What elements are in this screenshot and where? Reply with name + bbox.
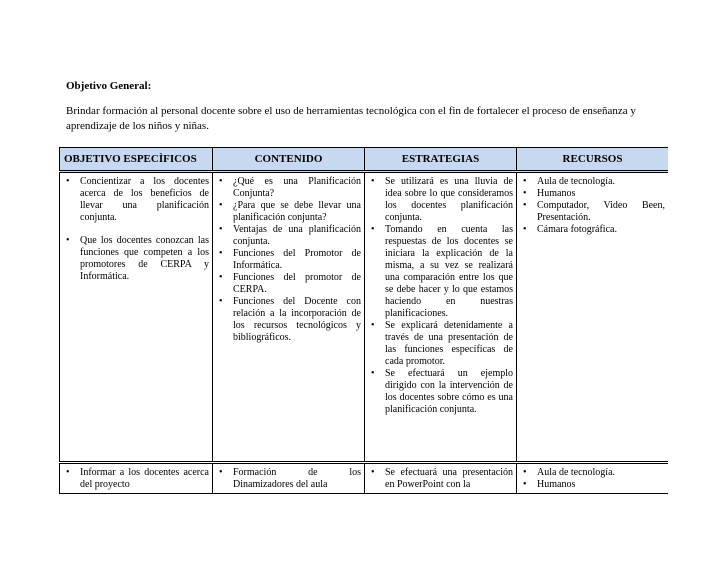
objective-text: Brindar formación al personal docente sobre el uso de herramientas tecnológica con el fin de fortalecer el proceso de enseñanza y aprendizaje de los niños y niñas.	[66, 105, 636, 132]
table-row	[60, 172, 669, 463]
cell-estrategias	[365, 172, 517, 463]
cell-objetivos	[60, 463, 213, 494]
list-item: • Funciones del Promotor de Informática.	[216, 248, 361, 272]
planning-table-container	[59, 147, 668, 563]
list-item: • Se explicará detenidamente a través de una presentación de las funciones específicas de cada promotor.	[368, 320, 513, 368]
list-item: • Concientizar a los docentes acerca de los beneficios de llevar una planificación conjunta.	[63, 176, 209, 224]
list-item: • Humanos	[520, 188, 665, 200]
header-estrategias: ESTRATEGIAS	[365, 148, 517, 172]
list-item: • Aula de tecnología.	[520, 467, 665, 479]
cell-estrategias	[365, 463, 517, 494]
list-item: • Se efectuará una presentación en PowerPoint con la	[368, 467, 513, 491]
cell-objetivos	[60, 172, 213, 463]
list-item: • Se utilizará es una lluvia de idea sobre lo que consideramos los docentes planificación conjunta.	[368, 176, 513, 224]
list-item: • Aula de tecnología.	[520, 176, 665, 188]
list-item: • ¿Qué es una Planificación Conjunta?	[216, 176, 361, 200]
table-row	[60, 463, 669, 494]
list-item: • Computador, Video Been, Presentación.	[520, 200, 665, 224]
planning-table	[59, 147, 668, 494]
header-contenido: CONTENIDO	[213, 148, 365, 172]
list-item: • Cámara fotográfica.	[520, 224, 665, 236]
list-item: • Humanos	[520, 479, 665, 491]
cell-recursos	[517, 172, 669, 463]
list-item: • Ventajas de una planificación conjunta.	[216, 224, 361, 248]
table-header-row	[60, 148, 669, 172]
list-item: • Se efectuará un ejemplo dirigido con la intervención de los docentes sobre cómo es una planificación conjunta.	[368, 368, 513, 416]
cell-contenido	[213, 463, 365, 494]
list-item: • Formación de los Dinamizadores del aula	[216, 467, 361, 491]
list-item: • ¿Para que se debe llevar una planificación conjunta?	[216, 200, 361, 224]
header-objetivos: OBJETIVO ESPECÌFICOS	[60, 148, 213, 172]
list-item: • Tomando en cuenta las respuestas de los docentes se iniciara la explicación de la misma, a su vez se realizará una comparación entre los que se debe hacer y lo que estamos haciendo en nuestras planificaciones.	[368, 224, 513, 320]
list-item: • Funciones del promotor de CERPA.	[216, 272, 361, 296]
list-item: • Funciones del Docente con relación a la incorporación de los recursos tecnológicos y bibliográficos.	[216, 296, 361, 344]
list-item: • Informar a los docentes acerca del proyecto	[63, 467, 209, 491]
objective-title: Objetivo General:	[66, 80, 152, 92]
cell-recursos	[517, 463, 669, 494]
header-recursos: RECURSOS	[517, 148, 669, 172]
cell-contenido	[213, 172, 365, 463]
list-item: • Que los docentes conozcan las funciones que competen a los promotores de CERPA y Informática.	[63, 235, 209, 283]
